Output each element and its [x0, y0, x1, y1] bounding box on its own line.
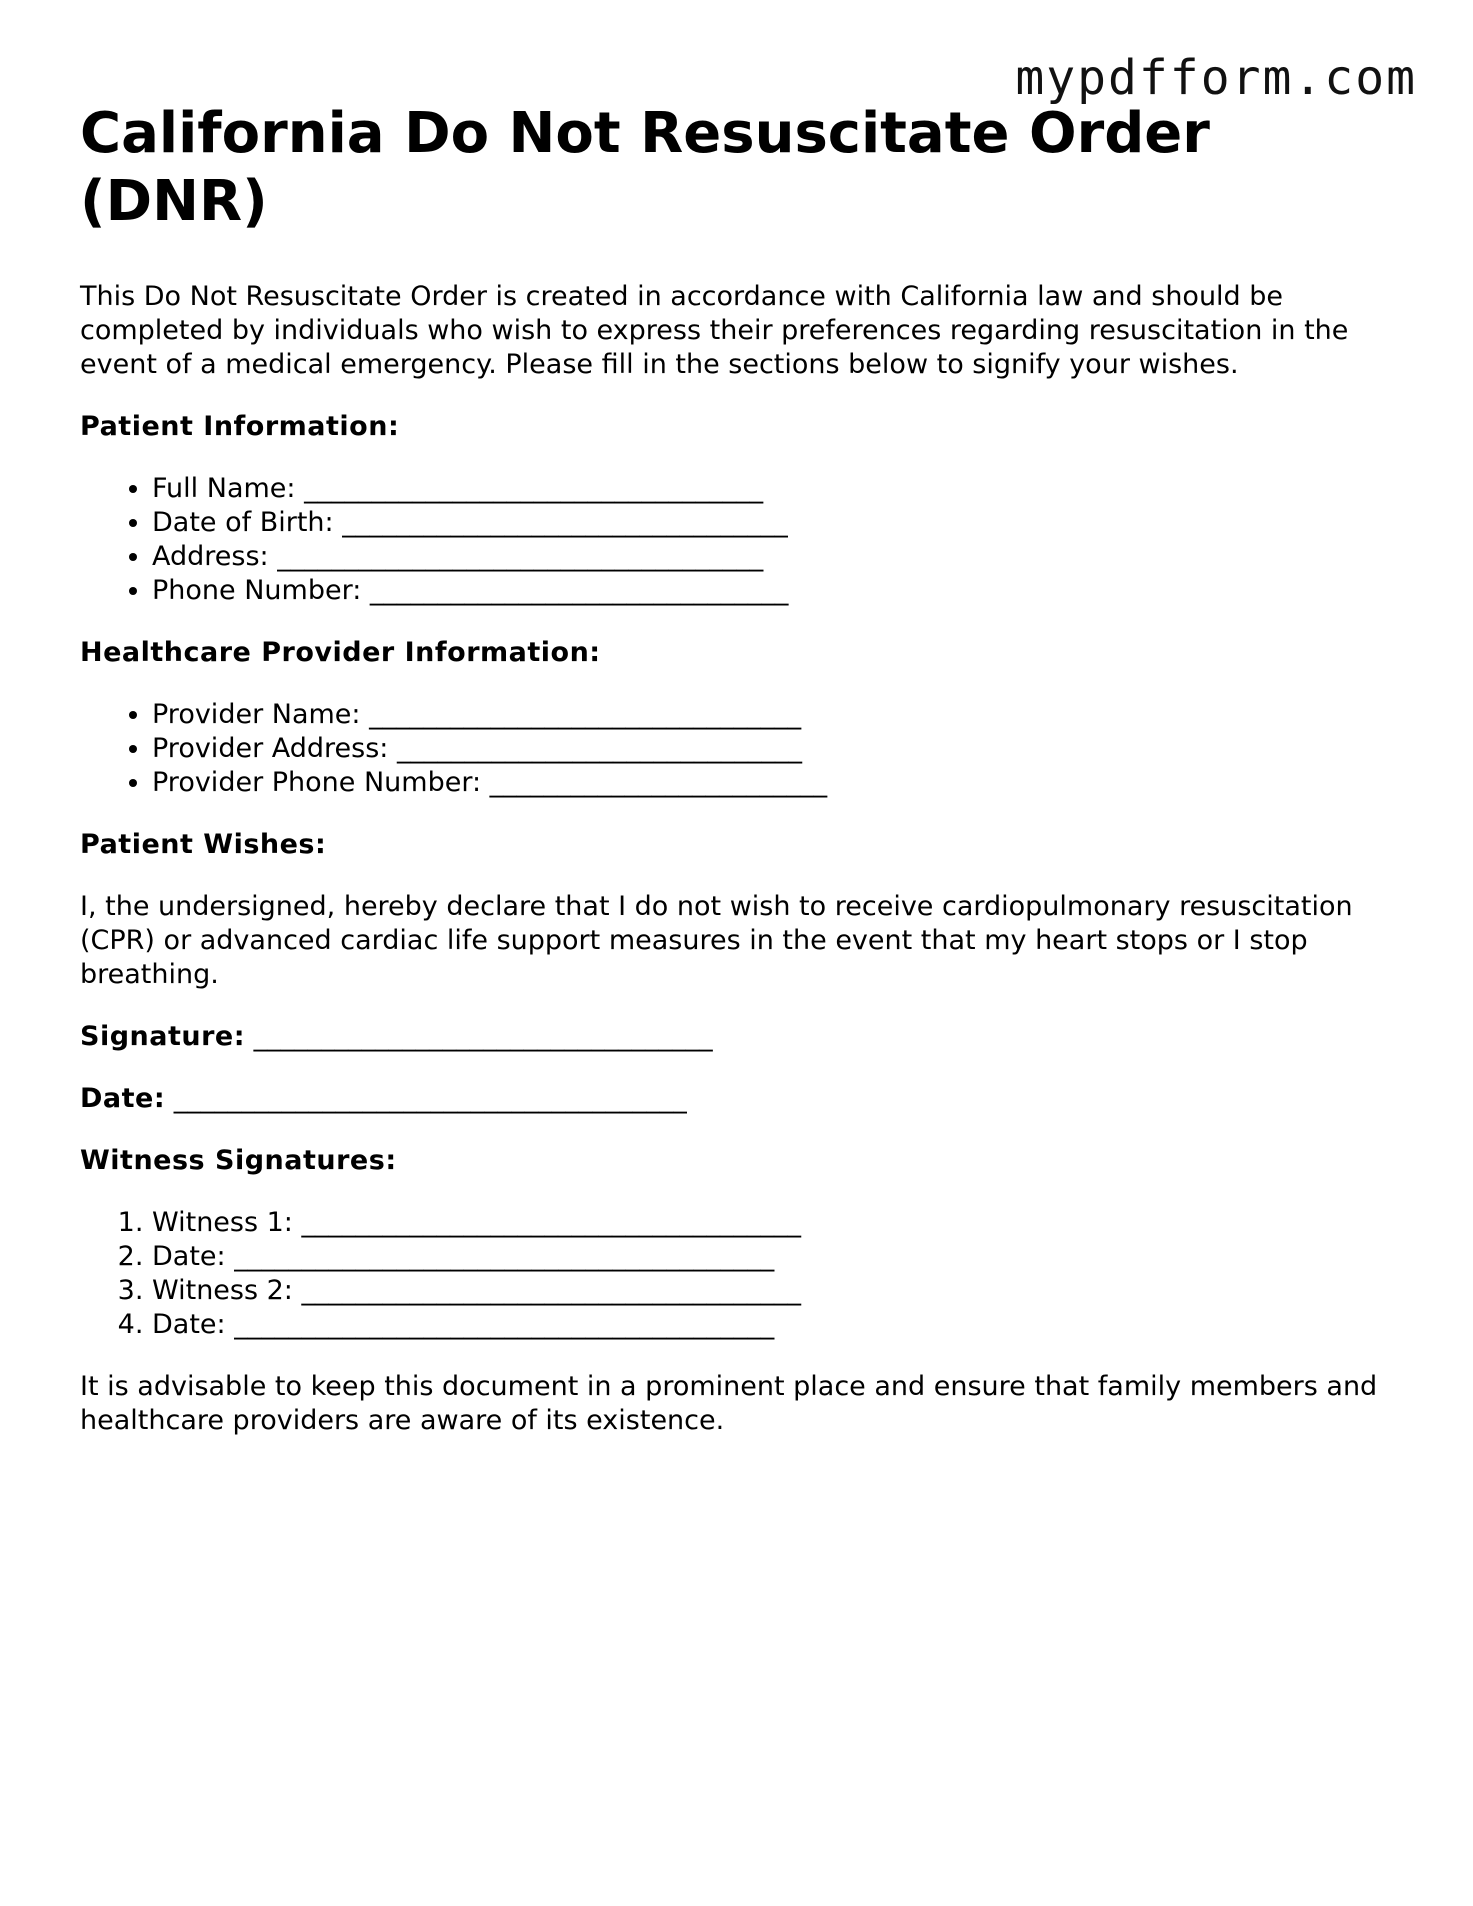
patient-address-item [152, 540, 1400, 574]
witness-1-item [152, 1206, 1400, 1240]
patient-wishes-heading: Patient Wishes: [80, 829, 327, 860]
provider-address-item [152, 732, 1400, 766]
patient-full-name-item [152, 472, 1400, 506]
closing-paragraph: It is advisable to keep this document in a prominent place and ensure that family members and healthcare providers are aware of its existence. [80, 1371, 1378, 1436]
phone-blank[interactable]: _______________________________ [369, 575, 789, 606]
date-line [80, 1082, 1400, 1116]
patient-wishes-text: I, the undersigned, hereby declare that I do not wish to receive cardiopulmonary resuscitation (CPR) or advanced cardiac life support measures in the event that my heart stops or I stop breathing. [80, 891, 1353, 990]
document-page [80, 100, 1400, 1438]
field-label: Witness 2: [152, 1275, 293, 1306]
date-blank[interactable]: ______________________________________ [173, 1083, 687, 1114]
provider-info-list [80, 698, 1400, 800]
address-blank[interactable]: ____________________________________ [277, 541, 764, 572]
provider-phone-blank[interactable]: _________________________ [489, 767, 828, 798]
witness-heading: Witness Signatures: [80, 1145, 397, 1176]
witness-1-date-blank[interactable]: ________________________________________ [234, 1241, 775, 1272]
intro-paragraph: This Do Not Resuscitate Order is created in accordance with California law and should be completed by individuals who wish to express their preferences regarding resuscitation in the event of a medical emergency. Please fill in the sections below to signify your wishes. [80, 281, 1349, 380]
field-label: Provider Address: [152, 733, 389, 764]
witness-2-blank[interactable]: _____________________________________ [301, 1275, 801, 1306]
field-label: Date: [152, 1241, 226, 1272]
witness-list [80, 1206, 1400, 1342]
signature-line [80, 1020, 1400, 1054]
provider-phone-item [152, 766, 1400, 800]
field-label: Provider Name: [152, 699, 361, 730]
witness-1-blank[interactable]: _____________________________________ [301, 1207, 801, 1238]
dob-blank[interactable]: _________________________________ [342, 507, 788, 538]
witness-1-date-item [152, 1240, 1400, 1274]
patient-phone-item [152, 574, 1400, 608]
patient-dob-item [152, 506, 1400, 540]
provider-name-item [152, 698, 1400, 732]
patient-info-list [80, 472, 1400, 608]
full-name-blank[interactable]: __________________________________ [304, 473, 764, 504]
field-label: Date of Birth: [152, 507, 334, 538]
field-label: Address: [152, 541, 269, 572]
patient-info-heading: Patient Information: [80, 411, 400, 442]
signature-label: Signature: [80, 1021, 246, 1052]
field-label: Full Name: [152, 473, 296, 504]
provider-name-blank[interactable]: ________________________________ [369, 699, 802, 730]
field-label: Provider Phone Number: [152, 767, 482, 798]
witness-2-item [152, 1274, 1400, 1308]
signature-blank[interactable]: __________________________________ [253, 1021, 713, 1052]
witness-2-date-item [152, 1308, 1400, 1342]
field-label: Phone Number: [152, 575, 362, 606]
provider-info-heading: Healthcare Provider Information: [80, 637, 601, 668]
date-label: Date: [80, 1083, 166, 1114]
witness-2-date-blank[interactable]: ________________________________________ [234, 1309, 775, 1340]
document-title: California Do Not Resuscitate Order (DNR) [80, 101, 1210, 234]
watermark: mypdfform.com [1015, 50, 1417, 106]
field-label: Witness 1: [152, 1207, 293, 1238]
provider-address-blank[interactable]: ______________________________ [396, 733, 802, 764]
field-label: Date: [152, 1309, 226, 1340]
